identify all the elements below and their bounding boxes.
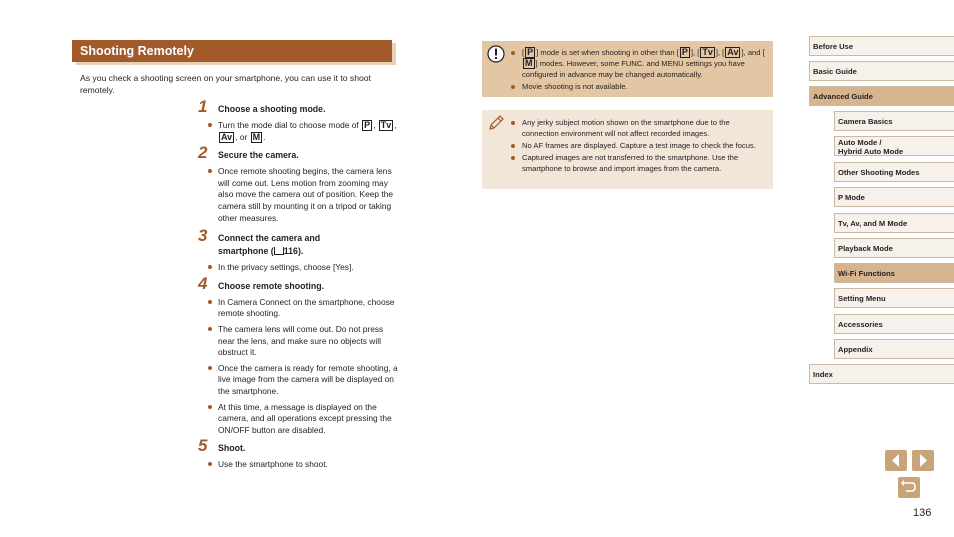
nav-before-use[interactable]: Before Use: [809, 36, 954, 56]
nav-appendix[interactable]: Appendix: [834, 339, 954, 359]
previous-page-button[interactable]: [885, 450, 907, 471]
steps-list: [198, 97, 398, 475]
bullet-icon: [208, 405, 212, 409]
step-number: 2: [198, 143, 208, 163]
mode-tv-icon: Tv: [380, 120, 392, 130]
bullet-icon: [511, 156, 515, 160]
nav-p-mode[interactable]: P Mode: [834, 187, 954, 207]
caution-icon: [487, 45, 505, 63]
list-item: [ P ] mode is set when shooting in other than [ P ], [ Tv ], [ Av ], and [M ] modes. However, some FUNC. and MENU settings you have configured in advance may be changed automatically.: [522, 47, 767, 80]
mode-m-icon: M: [252, 131, 261, 142]
step-heading: Choose a shooting mode.: [218, 104, 326, 114]
bullet-icon: [511, 85, 515, 89]
list-item: In the privacy settings, choose [Yes].: [218, 262, 398, 274]
nav-other-shooting-modes[interactable]: Other Shooting Modes: [834, 162, 954, 182]
list-item: Once remote shooting begins, the camera lens will come out. Lens motion from zooming may also move the camera out of position. Keep the camera still by mounting it on a tripod or taking other measures.: [218, 166, 398, 224]
mode-m-icon: M: [525, 58, 533, 68]
bullet-icon: [208, 327, 212, 331]
step-number: 3: [198, 226, 208, 246]
step-1: [198, 97, 398, 143]
mode-tv-icon: Tv: [702, 47, 713, 57]
nav-setting-menu[interactable]: Setting Menu: [834, 288, 954, 308]
mode-av-icon: Av: [221, 131, 233, 142]
step-number: 1: [198, 97, 208, 116]
step-number: 4: [198, 273, 208, 293]
book-icon: [274, 247, 284, 255]
list-item: Once the camera is ready for remote shooting, a live image from the camera will be displayed on the smartphone.: [218, 363, 398, 398]
mode-p-icon: P: [364, 120, 371, 130]
bullet-icon: [511, 121, 515, 125]
bullet-icon: [208, 300, 212, 304]
nav-basic-guide[interactable]: Basic Guide: [809, 61, 954, 81]
nav-playback-mode[interactable]: Playback Mode: [834, 238, 954, 258]
nav-auto-mode[interactable]: Auto Mode / Hybrid Auto Mode: [834, 136, 954, 156]
return-button[interactable]: [898, 477, 920, 498]
bullet-icon: [208, 123, 212, 127]
list-item: Any jerky subject motion shown on the smartphone due to the connection environment will not affect recorded images.: [522, 117, 767, 139]
step-5: [198, 436, 398, 471]
nav-advanced-guide[interactable]: Advanced Guide: [809, 86, 954, 106]
step-3: 3 Connect the camera and smartphone ( 116). In the privacy settings, choose [Yes].: [198, 232, 398, 274]
caution-note: [482, 41, 773, 97]
list-item: Movie shooting is not available.: [522, 81, 767, 92]
nav-wifi-functions[interactable]: Wi-Fi Functions: [834, 263, 954, 283]
memo-note: [482, 110, 773, 189]
list-item: Captured images are not transferred to the smartphone. Use the smartphone to browse and import images from the camera.: [522, 152, 767, 174]
page-number: 136: [913, 507, 932, 519]
nav-camera-basics[interactable]: Camera Basics: [834, 111, 954, 131]
nav-accessories[interactable]: Accessories: [834, 314, 954, 334]
list-item: In Camera Connect on the smartphone, choose remote shooting.: [218, 297, 398, 320]
nav-tv-av-m-mode[interactable]: Tv, Av, and M Mode: [834, 213, 954, 233]
bullet-icon: [208, 462, 212, 466]
list-item: At this time, a message is displayed on the camera, and all operations except pressing the ON/OFF button are disabled.: [218, 402, 398, 437]
step-4: [198, 273, 398, 437]
mode-p-icon: P: [681, 47, 688, 57]
step-number: 5: [198, 436, 208, 456]
list-item: No AF frames are displayed. Capture a test image to check the focus.: [522, 140, 767, 151]
page-ref-link[interactable]: 116: [283, 246, 298, 257]
next-page-button[interactable]: [912, 450, 934, 471]
arrow-left-icon: [885, 450, 907, 471]
list-item: Turn the mode dial to choose mode of P , Tv , Av , or M .: [218, 120, 398, 143]
bullet-icon: [511, 51, 515, 55]
nav-index[interactable]: Index: [809, 364, 954, 384]
mode-av-icon: Av: [727, 47, 739, 57]
arrow-right-icon: [912, 450, 934, 471]
bullet-icon: [208, 169, 212, 173]
pencil-icon: [487, 114, 505, 132]
step-heading: Connect the camera and: [218, 233, 321, 244]
list-item: Use the smartphone to shoot.: [218, 459, 398, 471]
return-icon: [898, 477, 920, 498]
bullet-icon: [511, 144, 515, 148]
step-2: [198, 143, 398, 224]
page-title: Shooting Remotely: [72, 40, 392, 62]
step-heading: Secure the camera.: [218, 150, 299, 161]
bullet-icon: [208, 366, 212, 370]
intro-text: As you check a shooting screen on your smartphone, you can use it to shoot remotely.: [80, 73, 371, 95]
mode-p-icon: P: [527, 47, 534, 57]
list-item: The camera lens will come out. Do not press near the lens, and make sure no objects will obstruct it.: [218, 324, 398, 359]
step-heading: Choose remote shooting.: [218, 280, 325, 291]
step-heading: Shoot.: [218, 443, 246, 454]
bullet-icon: [208, 265, 212, 269]
